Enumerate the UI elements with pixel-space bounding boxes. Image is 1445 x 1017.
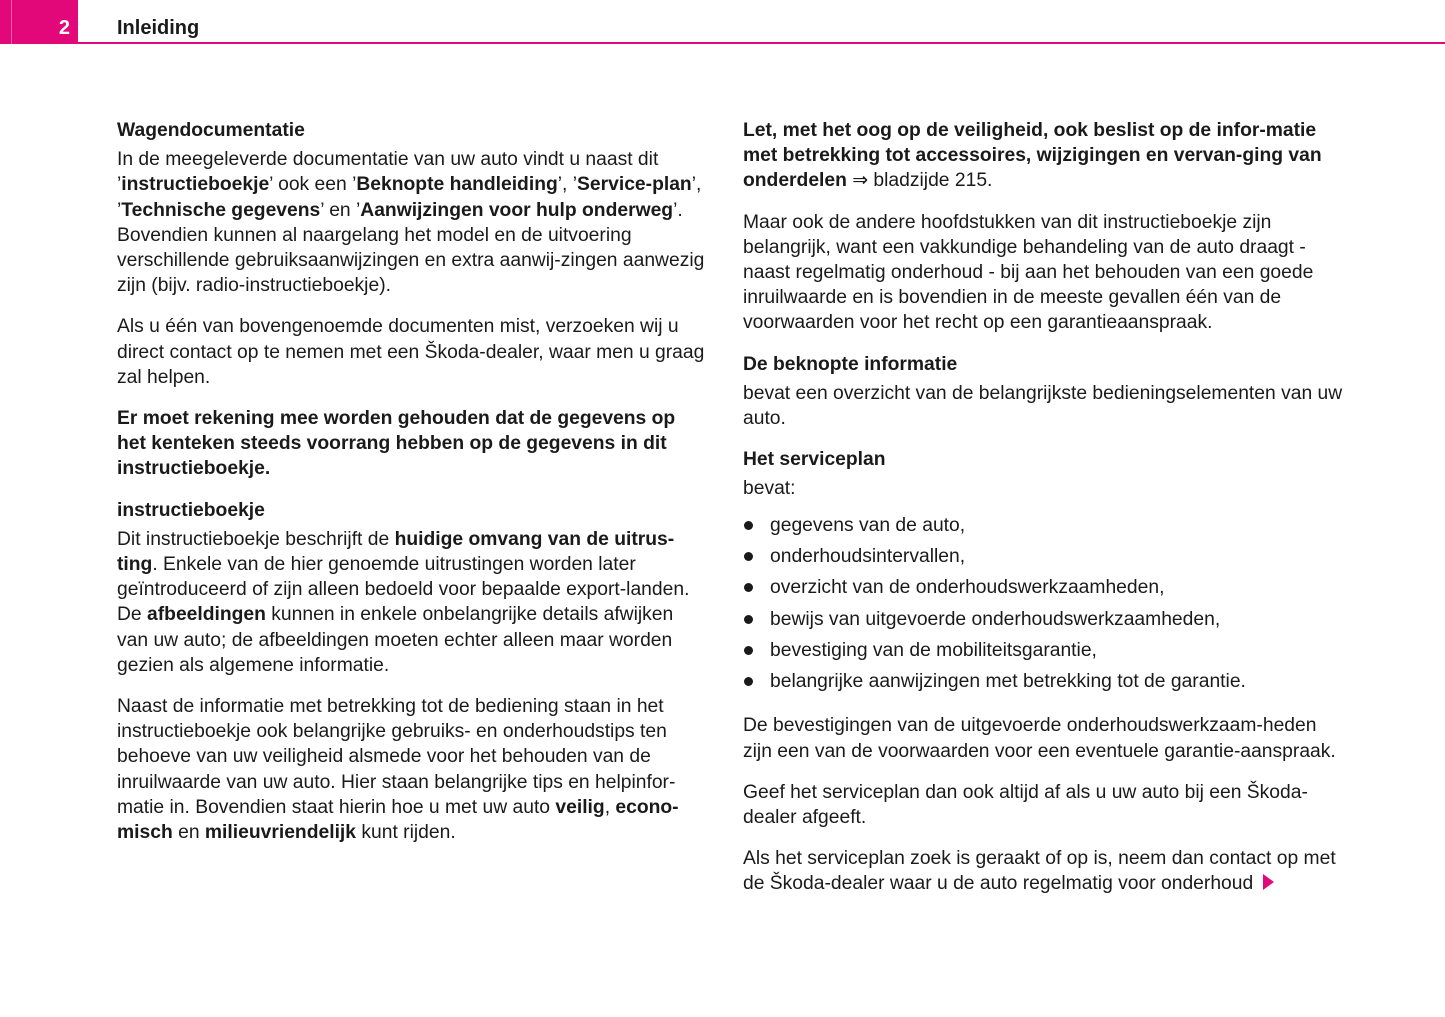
bold-text: afbeeldingen [147,604,266,626]
bold-text: Beknopte handleiding [356,174,558,196]
text: . Enkele van de hier genoemde uitrustingen worden later geïntroduceerd of zijn alleen bedoeld voor bepaalde export-landen. De [117,554,690,626]
section-title: Inleiding [117,17,200,39]
list-item-text: bevestiging van de mobiliteitsgarantie, [770,639,1097,661]
heading-serviceplan: Het serviceplan [743,449,886,471]
paragraph-missing-documents: Als u één van bovengenoemde documenten mist, verzoeken wij u direct contact op te nemen met een Škoda-dealer, waar men u graag zal helpen. [117,316,705,388]
bold-text: Er moet rekening mee worden gehouden dat de gegevens op het kenteken steeds voorrang hebben op de gegevens in dit instructieboekje. [117,408,676,480]
heading-instructieboekje: instructieboekje [117,499,265,521]
text: kunt rijden. [356,822,456,844]
paragraph-scope [117,527,707,678]
list-item [743,541,1343,572]
paragraph-hand-in-serviceplan: Geef het serviceplan dan ook altijd af als u uw auto bij een Škoda-dealer afgeeft. [743,781,1308,829]
serviceplan-contents-list [743,510,1343,698]
text: ’. Bovendien kunnen al naargelang het model en de uitvoering verschillende gebruiksaanwijzingen en extra aanwij-zingen aanwezig zijn (bijv. radio-instructieboekje). [117,199,705,297]
paragraph-documentation [117,147,707,298]
bullet-icon [744,583,753,592]
list-item-text: overzicht van de onderhoudswerkzaamheden, [770,577,1165,599]
bold-text: Let, met het oog op de veiligheid, ook beslist op de infor-matie met betrekking tot accessoires, wijzigingen en vervan-ging van onderdelen [743,120,1322,192]
bold-text: econo-misch [117,796,679,844]
paragraph-safety-accessories [743,118,1343,194]
paragraph-lost-serviceplan [743,846,1343,896]
text: ’, ’ [557,174,578,196]
heading-wagendocumentatie: Wagendocumentatie [117,120,305,141]
bold-text: Aanwijzingen voor hulp onderweg [360,199,674,221]
continue-arrow-icon[interactable] [1263,874,1274,890]
list-item-text: onderhoudsintervallen, [770,545,966,567]
tab-strip [11,0,12,44]
bold-text: milieuvriendelijk [204,822,357,844]
text: Dit instructieboekje beschrijft de [117,528,395,550]
text: Naast de informatie met betrekking tot de bediening staan in het instructieboekje ook belangrijke gebruiks- en onderhoudstips ten behoeve van uw veiligheid alsmede voor het behouden van de inruilwaarde van uw auto. Hier staan belangrijke tips en helpinfor-matie in. Bovendien staat hierin hoe u met uw auto [117,696,676,818]
page-reference-link[interactable]: bladzijde 215 [873,170,988,192]
text: ’ ook een ’ [269,174,357,196]
list-item [743,510,1343,541]
bold-text: Technische gegevens [121,199,321,221]
text: ’, ’ [117,174,702,221]
bold-text: huidige omvang van de uitrus-ting [117,528,675,576]
left-column [117,118,707,861]
heading-beknopte-informatie: De beknopte informatie [743,353,958,375]
bullet-icon [744,552,753,561]
paragraph-tips [117,694,707,845]
list-item [743,635,1343,666]
page-number-tab [0,0,78,44]
bullet-icon [744,646,753,655]
page-header [0,0,1445,45]
list-item [743,666,1343,697]
text: en [172,822,205,844]
bold-text: instructieboekje [121,174,270,196]
bold-text: veilig [555,796,605,818]
text: , [604,796,616,818]
list-item [743,604,1343,635]
bold-text: Service-plan [577,174,692,196]
list-item [743,572,1343,603]
paragraph-beknopte-informatie: bevat een overzicht van de belangrijkste bedieningselementen van uw auto. [743,382,1343,430]
text: Als het serviceplan zoek is geraakt of op is, neem dan contact op met de Škoda-dealer waar u de auto regelmatig voor onderhoud [743,848,1336,895]
list-item-text: gegevens van de auto, [770,514,966,536]
list-item-text: belangrijke aanwijzingen met betrekking tot de garantie. [770,671,1246,693]
paragraph-other-chapters: Maar ook de andere hoofdstukken van dit instructieboekje zijn belangrijk, want een vakkundige behandeling van de auto draagt - naast regelmatig onderhoud - bij aan het behouden van een goede inruilwaarde en is bovendien in de meeste gevallen één van de voorwaarden voor het recht op een garantieaanspraak. [743,211,1314,334]
paragraph-confirmations: De bevestigingen van de uitgevoerde onderhoudswerkzaam-heden zijn een van de voorwaarden voor een eventuele garantie-aanspraak. [743,715,1336,762]
bullet-icon [744,615,753,624]
text: kunnen in enkele onbelangrijke details afwijken van uw auto; de afbeeldingen moeten echter alleen maar worden gezien als algemene informatie. [117,604,674,676]
right-column [743,118,1343,913]
implies-arrow-icon: ⇒ [846,170,874,192]
bullet-icon [744,677,753,686]
header-divider [78,42,1445,44]
page-number: 2 [58,17,70,39]
list-item-text: bewijs van uitgevoerde onderhoudswerkzaamheden, [770,608,1221,630]
paragraph-registration-priority [117,406,707,482]
serviceplan-intro: bevat: [743,478,796,500]
text: In de meegeleverde documentatie van uw auto vindt u naast dit ’ [117,149,659,196]
text: ’ en ’ [320,199,361,221]
bullet-icon [744,521,753,530]
text: . [987,170,993,192]
